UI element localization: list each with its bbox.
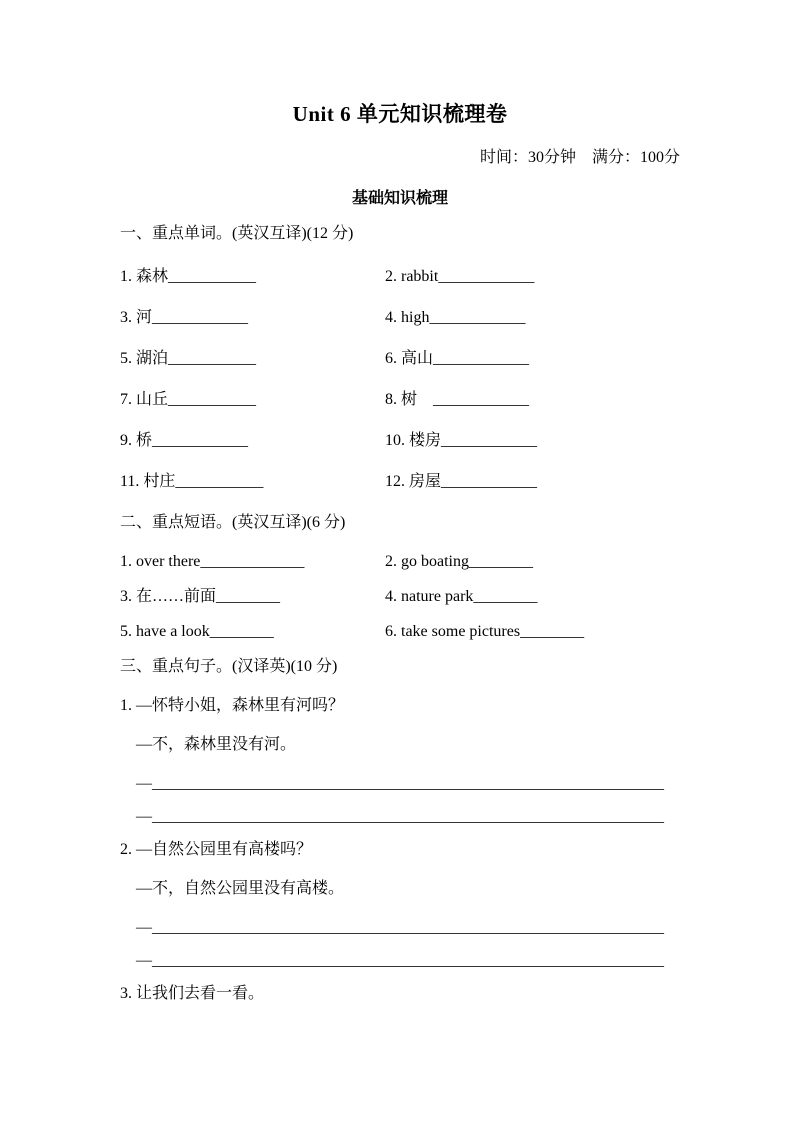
word-row	[120, 349, 680, 368]
knowledge-review-subtitle: 基础知识梳理	[351, 190, 448, 207]
phrase-item-5: 5. have a look________	[120, 623, 274, 640]
sentence-question-1: 1. —怀特小姐，森林里有河吗？	[120, 697, 345, 714]
word-item-3: 3. 河____________	[120, 309, 249, 326]
answer-blank-line: —________________________________________________________________	[136, 952, 664, 969]
word-row	[120, 472, 680, 491]
word-row	[120, 431, 680, 450]
word-item-8: 8. 树 ____________	[385, 391, 530, 408]
phrase-list	[120, 552, 680, 641]
sentence-list	[120, 696, 680, 1003]
sentence-question-2: 2. —自然公园里有高楼吗？	[120, 841, 313, 858]
word-row	[120, 267, 680, 286]
sentence-question-3: 3. 让我们去看一看。	[120, 985, 265, 1002]
word-row	[120, 390, 680, 409]
phrase-row	[120, 552, 680, 571]
word-item-11: 11. 村庄___________	[120, 473, 264, 490]
phrase-item-6: 6. take some pictures________	[385, 623, 585, 640]
answer-blank-line: —________________________________________________________________	[136, 919, 664, 936]
sentence-answer-1: —不，森林里没有河。	[136, 736, 297, 753]
word-item-10: 10. 楼房____________	[385, 432, 538, 449]
exam-meta: 时间：30分钟 满分：100分	[479, 149, 680, 166]
word-list	[120, 267, 680, 491]
section-words-heading: 一、重点单词。(英汉互译)(12 分)	[120, 225, 354, 242]
sentence-answer-2: —不，自然公园里没有高楼。	[136, 880, 345, 897]
answer-blank-line: —________________________________________________________________	[136, 808, 664, 825]
word-item-7: 7. 山丘___________	[120, 391, 257, 408]
phrase-item-1: 1. over there_____________	[120, 553, 305, 570]
phrase-item-2: 2. go boating________	[385, 553, 533, 570]
page-title: Unit 6 单元知识梳理卷	[292, 102, 508, 126]
word-row	[120, 308, 680, 327]
word-item-12: 12. 房屋____________	[385, 473, 538, 490]
word-item-2: 2. rabbit____________	[385, 268, 535, 285]
answer-blank-line: —________________________________________________________________	[136, 775, 664, 792]
phrase-item-4: 4. nature park________	[385, 588, 538, 605]
section-phrases-heading: 二、重点短语。(英汉互译)(6 分)	[120, 514, 346, 531]
word-item-9: 9. 桥____________	[120, 432, 249, 449]
phrase-row	[120, 587, 680, 606]
word-item-6: 6. 高山____________	[385, 350, 530, 367]
word-item-4: 4. high____________	[385, 309, 526, 326]
section-sentences-heading: 三、重点句子。(汉译英)(10 分)	[120, 658, 338, 675]
word-item-1: 1. 森林___________	[120, 268, 257, 285]
phrase-item-3: 3. 在……前面________	[120, 588, 281, 605]
word-item-5: 5. 湖泊___________	[120, 350, 257, 367]
phrase-row	[120, 622, 680, 641]
